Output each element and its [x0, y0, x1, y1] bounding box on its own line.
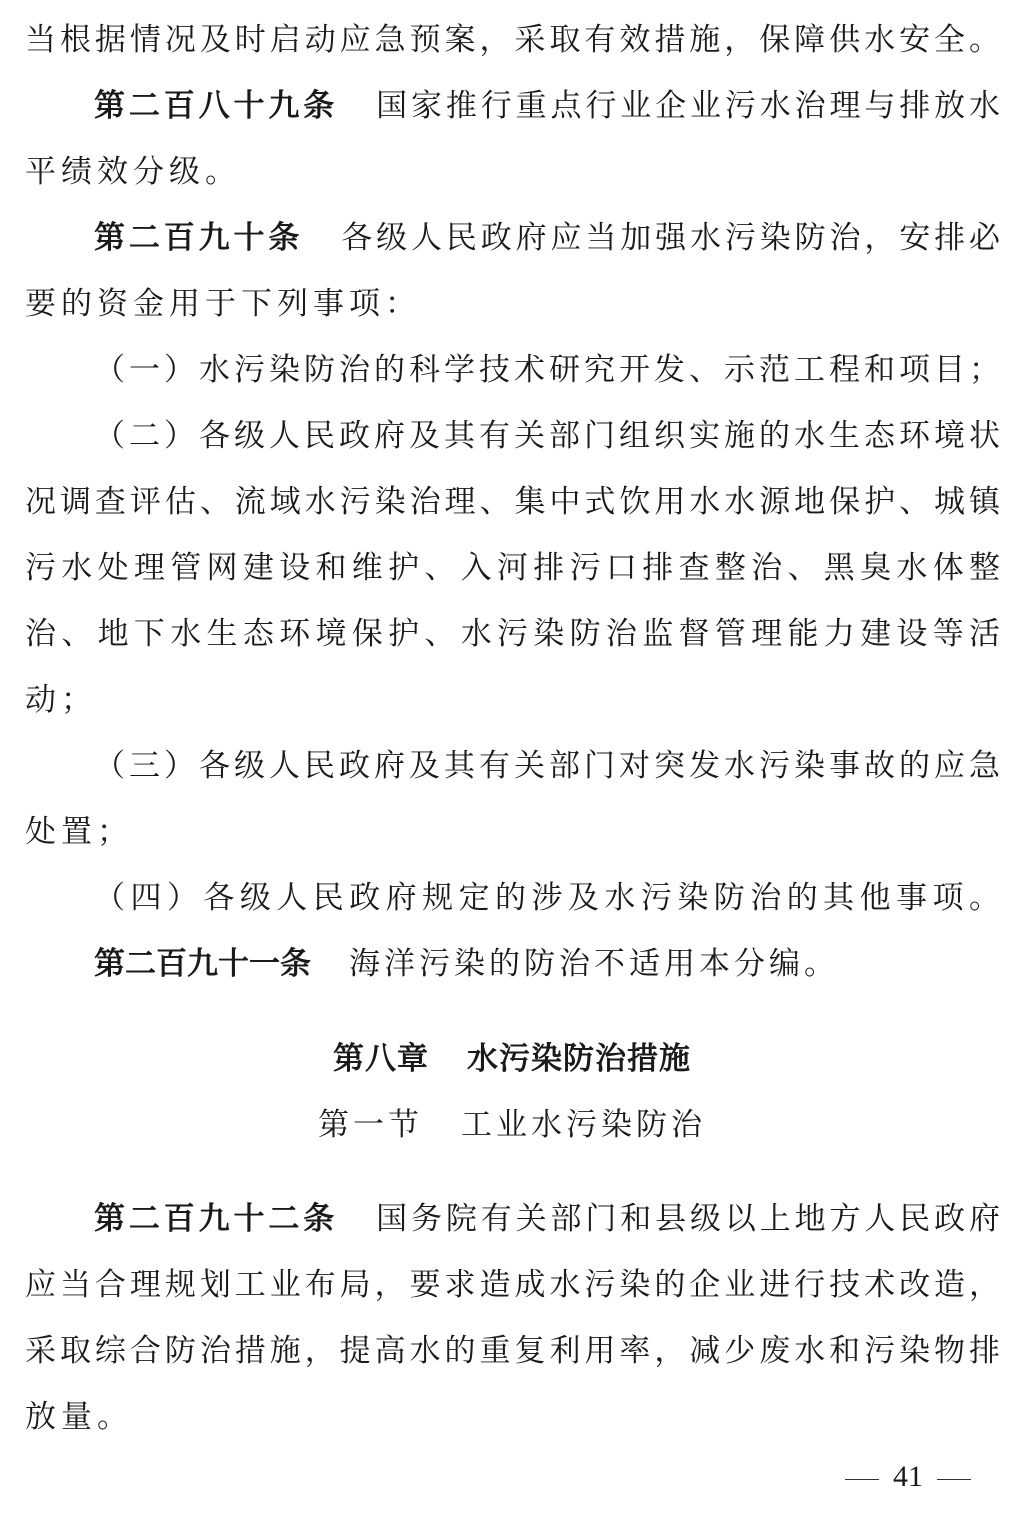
article-number: 第二百九十二条 — [94, 1201, 339, 1237]
article-291-line — [94, 942, 1000, 986]
article-text: 国务院有关部门和县级以上地方人民政府 — [376, 1201, 1000, 1237]
page-number: 41 — [893, 1460, 923, 1493]
chapter-title: 水污染防治措施 — [467, 1041, 691, 1077]
article-292-line — [94, 1197, 1000, 1241]
article-number: 第二百九十一条 — [94, 946, 311, 982]
text-line: 要的资金用于下列事项： — [25, 286, 421, 322]
text-line: 治、地下水生态环境保护、水污染防治监督管理能力建设等活 — [25, 616, 1000, 652]
text-line: 况调查评估、流域水污染治理、集中式饮用水水源地保护、城镇 — [25, 484, 1000, 520]
article-289-line — [94, 84, 1000, 128]
chapter-number: 第八章 — [333, 1041, 429, 1077]
text-line: 处置； — [25, 814, 133, 850]
text-line: 动； — [25, 682, 97, 718]
text-line: 污水处理管网建设和维护、入河排污口排查整治、黑臭水体整 — [25, 550, 1000, 586]
text-line: 平绩效分级。 — [25, 154, 241, 190]
text-line: 应当合理规划工业布局，要求造成水污染的企业进行技术改造， — [25, 1267, 1000, 1303]
article-290-line — [94, 216, 1000, 260]
chapter-heading — [0, 1037, 1024, 1081]
section-heading — [0, 1103, 1024, 1147]
dash-right — [937, 1479, 971, 1480]
list-item: （四）各级人民政府规定的涉及水污染防治的其他事项。 — [94, 880, 1000, 916]
article-number: 第二百九十条 — [94, 220, 304, 256]
article-text: 海洋污染的防治不适用本分编。 — [349, 946, 839, 982]
article-text: 国家推行重点行业企业污水治理与排放水 — [376, 88, 1000, 124]
text-line: 放量。 — [25, 1399, 133, 1435]
dash-left — [845, 1479, 879, 1480]
article-number: 第二百八十九条 — [94, 88, 339, 124]
list-item: （二）各级人民政府及其有关部门组织实施的水生态环境状 — [94, 418, 1000, 454]
text-line: 采取综合防治措施，提高水的重复利用率，减少废水和污染物排 — [25, 1333, 1000, 1369]
text-line: 当根据情况及时启动应急预案，采取有效措施，保障供水安全。 — [25, 22, 1000, 58]
article-text: 各级人民政府应当加强水污染防治，安排必 — [341, 220, 1000, 256]
section-title: 工业水污染防治 — [461, 1107, 706, 1143]
list-item: （一）水污染防治的科学技术研究开发、示范工程和项目； — [94, 352, 1000, 388]
page-footer — [845, 1457, 995, 1497]
list-item: （三）各级人民政府及其有关部门对突发水污染事故的应急 — [94, 748, 1000, 784]
section-number: 第一节 — [318, 1107, 423, 1143]
